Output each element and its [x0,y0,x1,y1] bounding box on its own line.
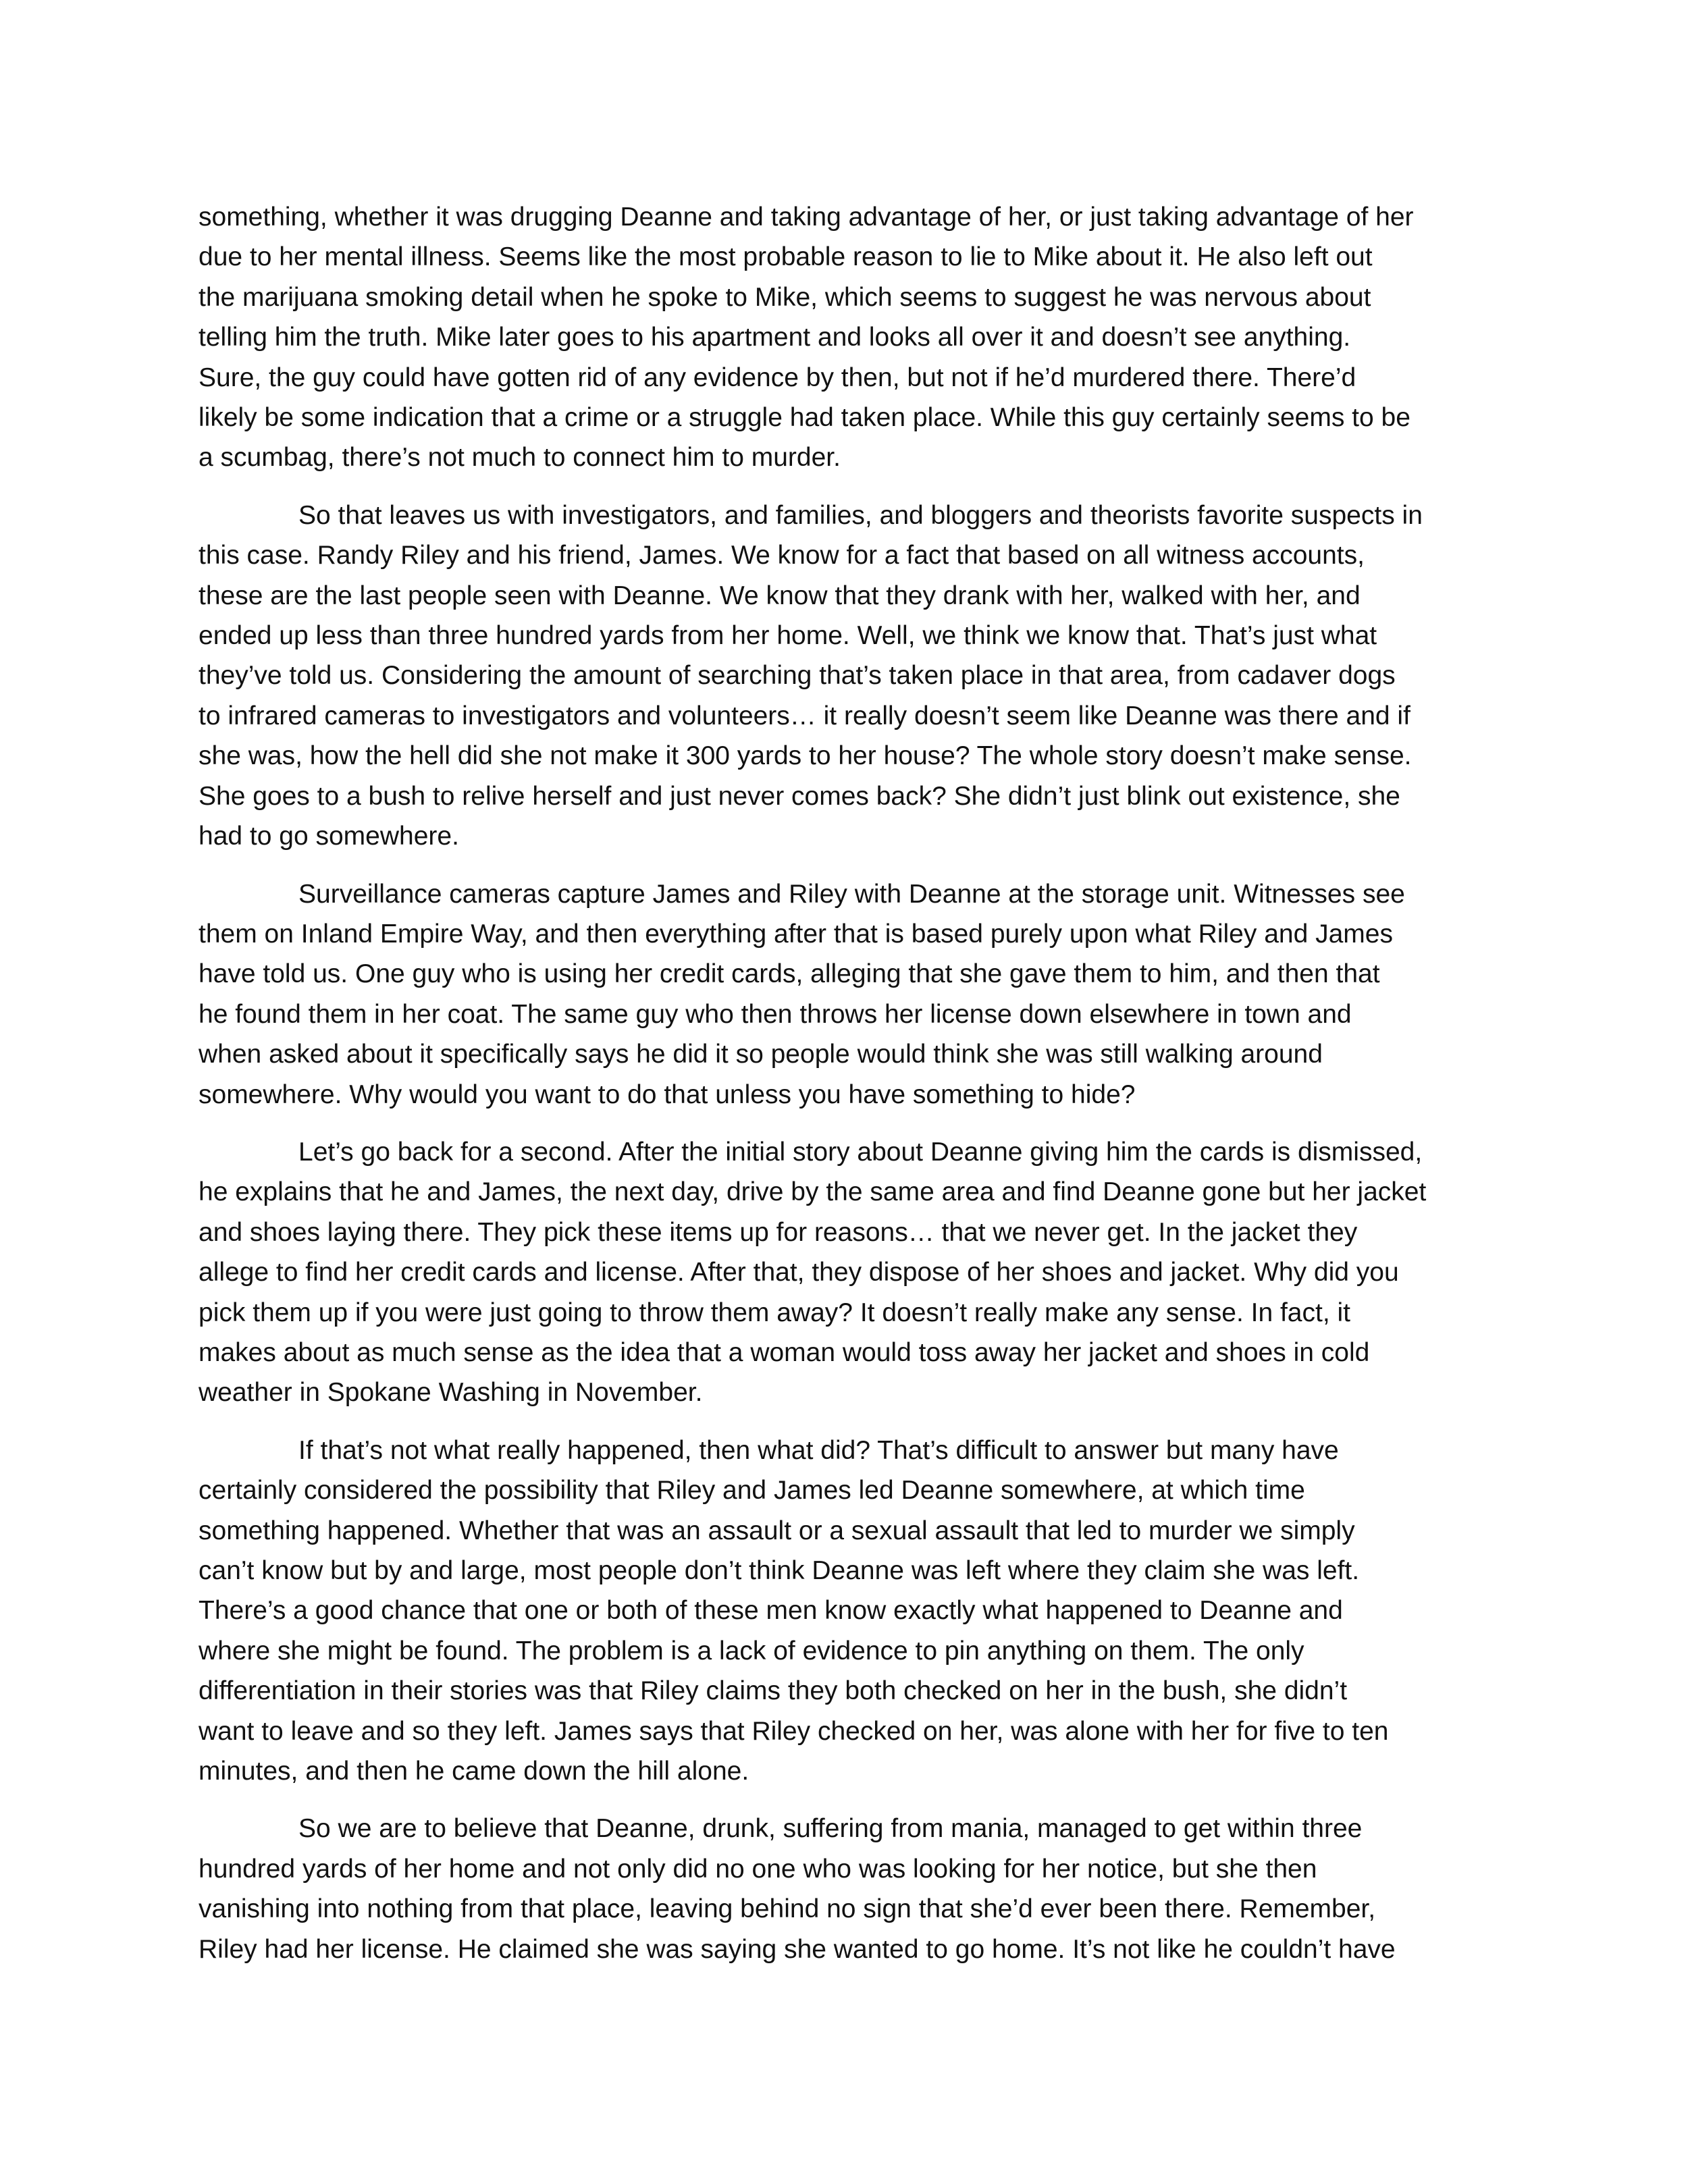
paragraph-6: So we are to believe that Deanne, drunk, suffering from mania, managed to get within three hundred yards of her home and not only did no one who was looking for her notice, but she then vanishing into nothing from that place, leaving behind no sign that she’d ever been there. Remember, Riley had her license. He claimed she was saying she wanted to go home. It’s not like he couldn’t have [199,1814,1396,1964]
document-page [199,197,1489,1987]
paragraph-5: If that’s not what really happened, then what did? That’s difficult to answer but many have certainly considered the possibility that Riley and James led Deanne somewhere, at which time something happened. Whether that was an assault or a sexual assault that led to murder we simply can’t know but by and large, most people don’t think Deanne was left where they claim she was left. There’s a good chance that one or both of these men know exactly what happened to Deanne and where she might be found. The problem is a lack of evidence to pin anything on them. The only differentiation in their stories was that Riley claims they both checked on her in the bush, she didn’t want to leave and so they left. James says that Riley checked on her, was alone with her for five to ten minutes, and then he came down the hill alone. [199,1435,1389,1786]
paragraph-3: Surveillance cameras capture James and Riley with Deanne at the storage unit. Witnesses see them on Inland Empire Way, and then everything after that is based purely upon what Riley and James have told us. One guy who is using her credit cards, alleging that she gave them to him, and then that he found them in her coat. The same guy who then throws her license down elsewhere in town and when asked about it specifically says he did it so people would think she was still walking around somewhere. Why would you want to do that unless you have something to hide? [199,879,1405,1109]
paragraph-2: So that leaves us with investigators, and families, and bloggers and theorists favorite suspects in this case. Randy Riley and his friend, James. We know for a fact that based on all witness accounts, these are the last people seen with Deanne. We know that they drank with her, walked with her, and ended up less than three hundred yards from her home. Well, we think we know that. That’s just what they’ve told us. Considering the amount of searching that’s taken place in that area, from cadaver dogs to infrared cameras to investigators and volunteers… it really doesn’t seem like Deanne was there and if she was, how the hell did she not make it 300 yards to her house? The whole story doesn’t make sense. She goes to a bush to relive herself and just never comes back? She didn’t just blink out existence, she had to go somewhere. [199,500,1423,851]
paragraph-4: Let’s go back for a second. After the initial story about Deanne giving him the cards is dismissed, he explains that he and James, the next day, drive by the same area and find Deanne gone but her jacket and shoes laying there. They pick these items up for reasons… that we never get. In the jacket they allege to find her credit cards and license. After that, they dispose of her shoes and jacket. Why did you pick them up if you were just going to throw them away? It doesn’t really make any sense. In fact, it makes about as much sense as the idea that a woman would toss away her jacket and shoes in cold weather in Spokane Washing in November. [199,1137,1427,1408]
paragraph-1: something, whether it was drugging Deanne and taking advantage of her, or just taking advantage of her due to her mental illness. Seems like the most probable reason to lie to Mike about it. He also left out the marijuana smoking detail when he spoke to Mike, which seems to suggest he was nervous about telling him the truth. Mike later goes to his apartment and looks all over it and doesn’t see anything. Sure, the guy could have gotten rid of any evidence by then, but not if he’d murdered there. There’d likely be some indication that a crime or a struggle had taken place. While this guy certainly seems to be a scumbag, there’s not much to connect him to murder. [199,203,1414,473]
